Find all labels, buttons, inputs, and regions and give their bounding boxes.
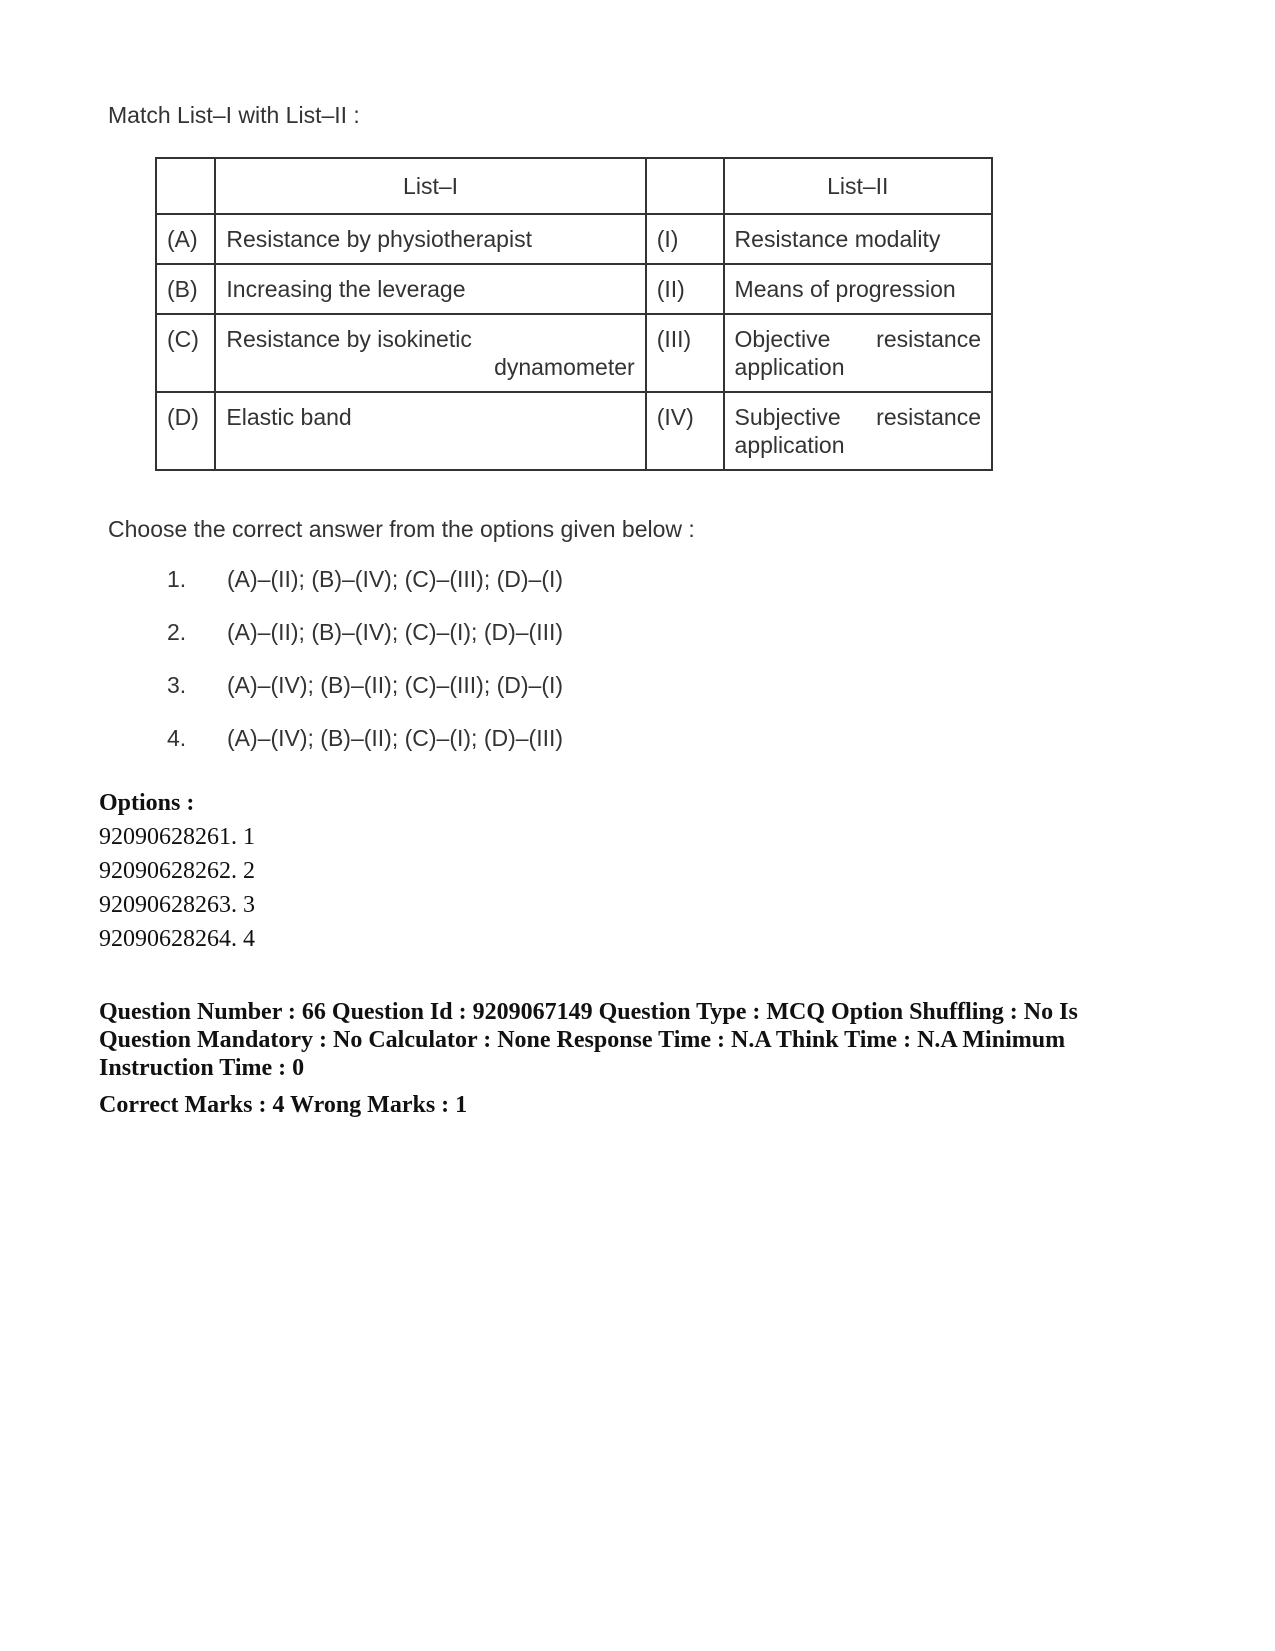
row-roman: (II) [646, 264, 724, 314]
list2-item: Means of progression [724, 264, 992, 314]
list1-item-line2: dynamometer [494, 354, 635, 380]
list2-item [724, 392, 992, 470]
answer-text: (A)–(IV); (B)–(II); (C)–(I); (D)–(III) [227, 725, 564, 751]
list2-item-line1: Objective resistance [734, 326, 981, 352]
row-tag: (A) [156, 214, 215, 264]
answer-number: 1. [167, 566, 187, 592]
option-id-item: 92090628264. 4 [99, 926, 255, 952]
table-header-row [156, 158, 992, 214]
answer-number: 2. [167, 619, 187, 645]
match-table [155, 157, 993, 471]
answer-option [167, 566, 563, 619]
options-block [99, 786, 255, 956]
answer-list [167, 566, 563, 778]
answer-option [167, 672, 563, 725]
header-list1: List–I [215, 158, 645, 214]
list2-item-line2: application [734, 354, 845, 380]
option-id-item: 92090628261. 1 [99, 824, 255, 850]
answer-text: (A)–(II); (B)–(IV); (C)–(III); (D)–(I) [227, 566, 564, 592]
choose-instruction: Choose the correct answer from the options given below : [108, 516, 695, 542]
list1-item [215, 314, 645, 392]
option-id-item: 92090628263. 3 [99, 892, 255, 918]
question-meta-line: Instruction Time : 0 [99, 1055, 305, 1081]
list1-item: Increasing the leverage [215, 264, 645, 314]
question-meta-line: Question Mandatory : No Calculator : None Response Time : N.A Think Time : N.A Minimum [99, 1027, 1066, 1053]
list2-item-line1: Subjective resistance [734, 404, 981, 430]
list1-item-line1: Resistance by isokinetic [226, 326, 472, 352]
question-meta-line: Question Number : 66 Question Id : 9209067149 Question Type : MCQ Option Shuffling : No Is [99, 999, 1078, 1025]
row-tag: (C) [156, 314, 215, 392]
options-heading: Options : [99, 790, 195, 816]
row-tag: (B) [156, 264, 215, 314]
answer-text: (A)–(IV); (B)–(II); (C)–(III); (D)–(I) [227, 672, 564, 698]
row-roman: (IV) [646, 392, 724, 470]
list1-item: Resistance by physiotherapist [215, 214, 645, 264]
list2-item: Resistance modality [724, 214, 992, 264]
question-intro: Match List–I with List–II : [108, 102, 360, 128]
table-row [156, 314, 992, 392]
answer-option [167, 619, 563, 672]
row-roman: (I) [646, 214, 724, 264]
header-list2: List–II [724, 158, 992, 214]
answer-number: 3. [167, 672, 187, 698]
answer-number: 4. [167, 725, 187, 751]
question-meta [99, 998, 1179, 1082]
answer-text: (A)–(II); (B)–(IV); (C)–(I); (D)–(III) [227, 619, 564, 645]
answer-option [167, 725, 563, 778]
header-empty-cell [646, 158, 724, 214]
table-row [156, 264, 992, 314]
table-row [156, 392, 992, 470]
row-tag: (D) [156, 392, 215, 470]
marks-line: Correct Marks : 4 Wrong Marks : 1 [99, 1092, 468, 1118]
list2-item [724, 314, 992, 392]
list2-item-line2: application [734, 432, 845, 458]
list1-item: Elastic band [215, 392, 645, 470]
option-id-item: 92090628262. 2 [99, 858, 255, 884]
table-row [156, 214, 992, 264]
row-roman: (III) [646, 314, 724, 392]
header-empty-cell [156, 158, 215, 214]
